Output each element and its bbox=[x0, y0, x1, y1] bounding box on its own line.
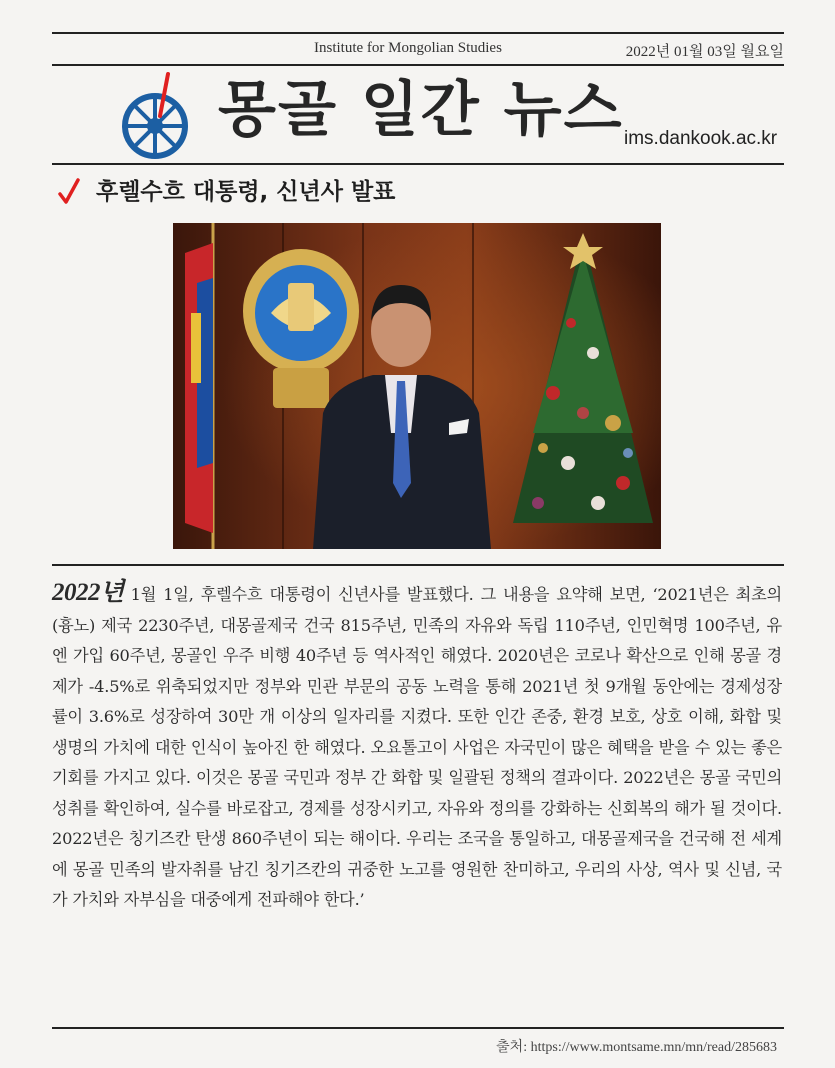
article-photo bbox=[173, 223, 661, 549]
title-rule bbox=[52, 163, 784, 165]
masthead-rule bbox=[52, 64, 784, 66]
newspaper-title: 몽골 일간 뉴스 bbox=[218, 75, 624, 145]
issue-date: 2022년 01월 03일 월요일 bbox=[625, 44, 784, 60]
photo-rule bbox=[52, 564, 784, 566]
article-body bbox=[52, 578, 782, 916]
masthead-topline bbox=[52, 40, 784, 64]
footer-rule bbox=[52, 1027, 784, 1029]
checkmark-icon bbox=[58, 178, 80, 206]
source-credit: 출처: https://www.montsame.mn/mn/read/285683 bbox=[496, 1040, 777, 1055]
top-rule bbox=[52, 32, 784, 34]
dharma-wheel-logo-icon bbox=[120, 72, 194, 160]
article-headline: 후렐수흐 대통령, 신년사 발표 bbox=[96, 179, 396, 205]
site-url: ims.dankook.ac.kr bbox=[624, 128, 778, 149]
lead-year: 2022년 bbox=[52, 579, 124, 606]
institute-name: Institute for Mongolian Studies bbox=[314, 40, 502, 56]
article-text: 1월 1일, 후렐수흐 대통령이 신년사를 발표했다. 그 내용을 요약해 보면, ‘2021년은 최초의 (흉노) 제국 2230주년, 대몽골제국 건국 815주년, 민족의 자유와 독립 110주년, 인민혁명 100주년, 유엔 가입 60주년, 몽골인 우주 비행 40주년 등 역사적인 해였다. 2020년은 코로나 확산으로 인해 몽골 경제가 -4.5%로 위축되었지만 정부와 민관 부문의 공동 노력을 통해 2021년 첫 9개월 동안에는 경제성장률이 3.6%로 성장하여 30만 개 이상의 일자리를 지켰다. 또한 인간 존중, 환경 보호, 상호 이해, 화합 및 생명의 가치에 대한 인식이 높아진 한 해였다. 오요톨고이 사업은 자국민이 많은 혜택을 받을 수 있는 좋은 기회를 가지고 있다. 이것은 몽골 국민과 정부 간 화합 및 일괄된 정책의 결과이다. 2022년은 몽골 국민의 성취를 확인하여, 실수를 바로잡고, 경제를 성장시키고, 자유와 정의를 강화하는 신회복의 해가 될 것이다. 2022년은 칭기즈칸 탄생 860주년이 되는 해이다. 우리는 조국을 통일하고, 대몽골제국을 건국해 전 세계에 몽골 민족의 발자취를 남긴 칭기즈칸의 귀중한 노고를 영원한 찬미하고, 우리의 사상, 역사 및 신념, 국가 가치와 자부심을 대중에게 전파해야 한다.’ bbox=[52, 585, 782, 909]
